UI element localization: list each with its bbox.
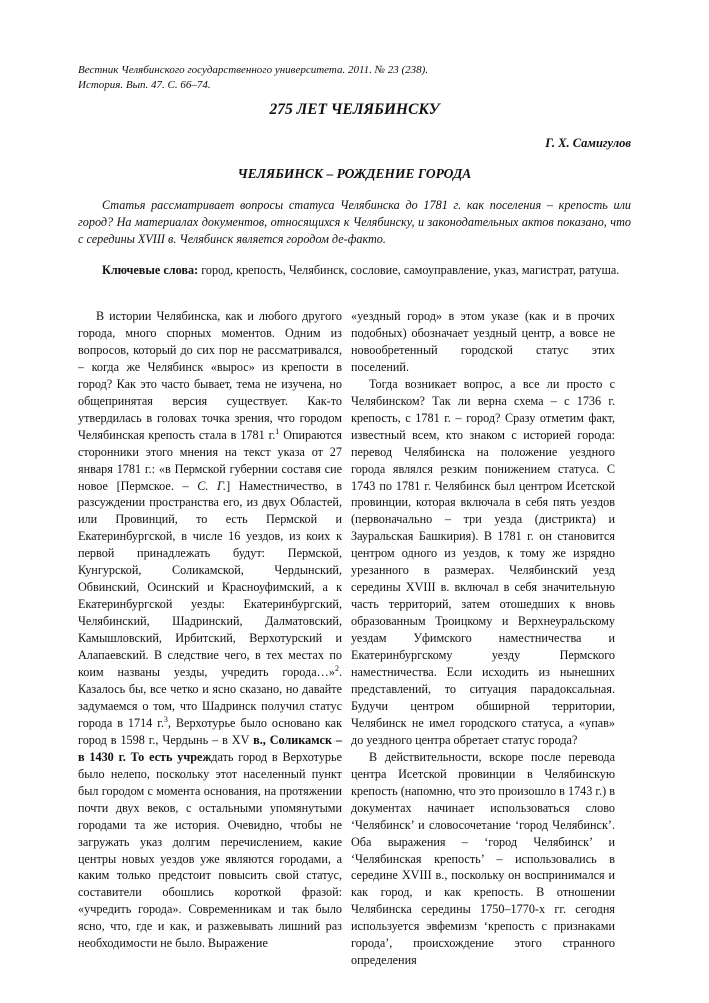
footnote-ref-3: 3 xyxy=(163,714,168,724)
keywords-text: город, крепость, Челябинск, сословие, самоуправление, указ, магистрат, ратуша. xyxy=(198,263,620,277)
footnote-ref-2: 2 xyxy=(334,663,339,673)
section-title: 275 ЛЕТ ЧЕЛЯБИНСКУ xyxy=(269,101,440,118)
left-column xyxy=(78,308,342,952)
left-text-a: В истории Челябинска, как и любого другого города, много спорных моментов. Одним из вопросов, который до сих пор не рассматривался, – когда же Челябинск «вырос» из крепости в город? Как это часто бывает, тема не изучена, но общепринятая версия существует. Как-то утвердилась в головах точка зрения, что городом Челябинская крепость стала в 1781 г. xyxy=(78,309,342,442)
journal-line-2: История. Вып. 47. С. 66–74. xyxy=(78,79,211,91)
keywords xyxy=(78,262,631,279)
article-title: ЧЕЛЯБИНСК – РОЖДЕНИЕ ГОРОДА xyxy=(237,166,472,181)
journal-line-1: Вестник Челябинского государственного университета. 2011. № 23 (238). xyxy=(78,64,429,76)
journal-header xyxy=(78,63,638,93)
abstract: Статья рассматривает вопросы статуса Челябинска до 1781 г. как поселения – крепость или город? На материалах документов, относящихся к Челябинску, и законодательных актов показано, что с середины XVIII в. Челябинск является городом де-факто. xyxy=(78,198,631,246)
footnote-ref-1: 1 xyxy=(275,426,280,436)
left-text-d: . Казалось бы, все четко и ясно сказано, но давайте задумаемся о том, что Шадринск получил статус города в 1714 г. xyxy=(78,665,342,730)
right-column xyxy=(351,308,615,969)
right-paragraph-2: В действительности, вскоре после перевода центра Исетской провинции в Челябинскую крепость (напомню, что это произошло в 1743 г.) в документах начинает использоваться слово ‘Челябинск’ и словосочетание ‘город Челябинск’. Оба выражения – ‘город Челябинск’ и ‘Челябинская крепость’ – использовались в середине XVIII в., поскольку он воспринимался и как город, и как крепость. В отношении Челябинска середины 1750–1770-х гг. сегодня используется эвфемизм ‘крепость с признаками города’, происхождение этого странного определения xyxy=(351,749,615,968)
author-initials: С. Г. xyxy=(197,478,227,493)
left-text-f: дать город в Верхотурье было нелепо, поскольку этот населенный пункт был городом с момента основания, на протяжении почти двух веков, с остальными упомянутыми городами та же история. Очевидно, чтобы не загружать указ долгим перечислением, какие центры новых уездов уже являются городами, а каким только предстоит повысить свой статус, составители обошлись короткой фразой: «учредить города». Современникам и так было ясно, что, где и как, и разжевывать лишний раз необходимости не было. Выражение xyxy=(78,749,342,951)
author-name: Г. Х. Самигулов xyxy=(545,136,631,150)
right-paragraph-0: «уездный город» в этом указе (как и в прочих подобных) обозначает уездный центр, а вовсе не новообретенный городской статус этих поселений. xyxy=(351,309,615,374)
keywords-label: Ключевые слова: xyxy=(102,263,199,277)
left-text-e: , Верхотурье было основано как город в 1598 г., Чердынь – в XV xyxy=(78,715,342,747)
left-text-bold: в., Соликамск – в 1430 г. То есть учреж xyxy=(78,732,343,764)
left-text-b: Опираются сторонники этого мнения на текст указа от 27 января 1781 г.: «в Пермской губернии составя сие новое [Пермское. – xyxy=(78,427,342,493)
left-paragraph-1 xyxy=(78,308,342,952)
right-paragraph-1: Тогда возникает вопрос, а все ли просто с Челябинском? Так ли верна схема – с 1736 г. крепость, с 1781 г. – город? Сразу отметим факт, известный всем, кто знаком с историей города: перевод Челябинска на положение уездного города являлся резким понижением статуса. С 1743 по 1781 г. Челябинск был центром Исетской провинции, которая включала в себя пять уездов (первоначально – три уезда (дистрикта) и Зауральская Башкирия). В 1781 г. он становится центром одного из уездов, к тому же изрядно урезанного в размерах. Челябинский уезд середины XVIII в. включал в себя значительную часть территорий, затем отошедших к вновь образованным Троицкому и Верхнеуральскому уездам Уфимского наместничества и Екатеринбургскому уезду Пермского наместничества. Если исходить из нынешних представлений, то ситуация парадоксальная. Будучи центром обширной территории, Челябинск не имел городского статуса, а «упав» до уездного центра обретает статус города? xyxy=(351,376,615,747)
left-text-c: ] Наместничество, в разсуждении пространства его, из двух Областей, или Провинций, то есть Пермской и Екатеринбургской, в числе 16 уездов, из коих к первой принадлежать будут: Пермской, Кунгурской, Соликамской, Чердынский, Обвинский, Осинский и Красноуфимский, а к Екатеринбургской уезды: Екатеринбургский, Челябинский, Шадринский, Далматовский, Камышловский, Ирбитский, Верхотурский и Алапаевский. В следствие чего, в тех местах по коим названы уезды, учредить города…» xyxy=(78,478,342,680)
